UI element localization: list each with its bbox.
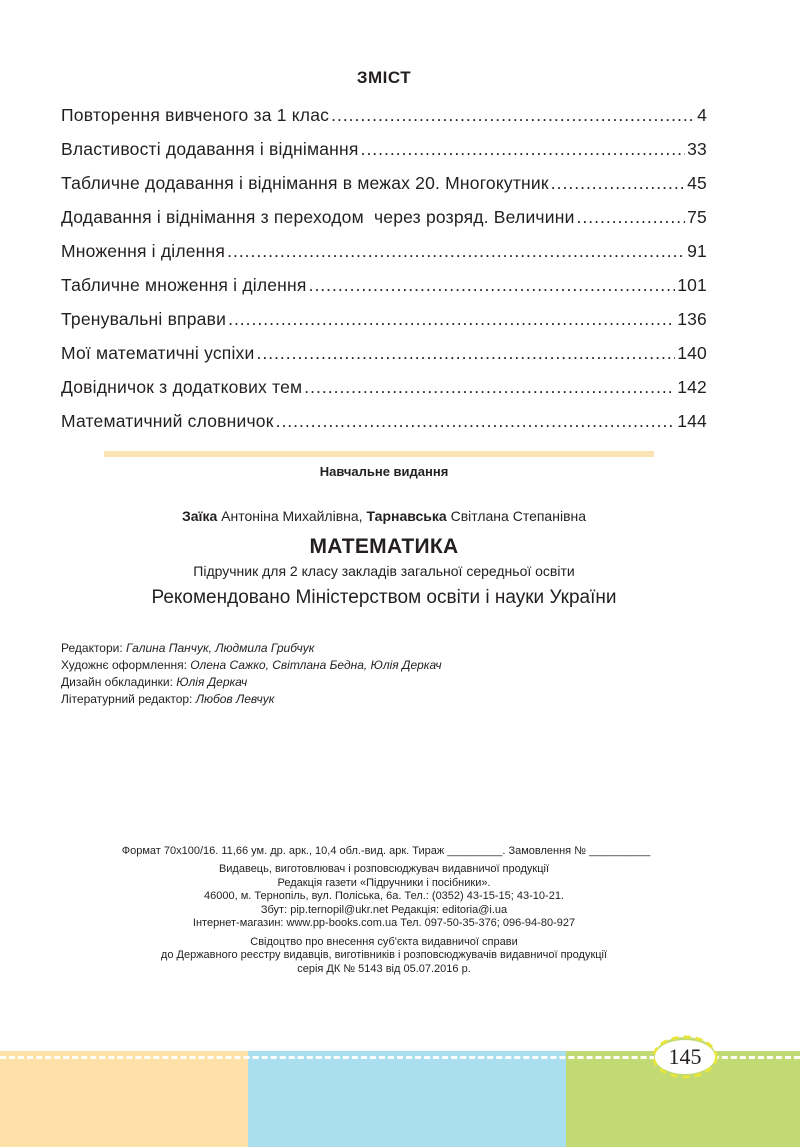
toc-leader-dots — [309, 275, 676, 296]
credit-line — [61, 674, 442, 691]
author2-name: Світлана Степанівна — [450, 508, 587, 524]
credits — [61, 640, 442, 708]
toc-item-label: Довідничок з додаткових тем — [61, 377, 303, 397]
toc-item-label: Математичний словничок — [61, 411, 274, 431]
credit-role: Літературний редактор: — [61, 692, 193, 706]
credit-line — [61, 657, 442, 674]
toc-item[interactable] — [61, 139, 707, 173]
author1-surname: Заїка — [181, 508, 218, 524]
credit-names: Юлія Деркач — [176, 675, 248, 689]
edition-type: Навчальне видання — [319, 464, 449, 479]
toc-item[interactable] — [61, 377, 707, 411]
publisher-line: Редакція газети «Підручники і посібники». — [277, 876, 491, 889]
footer-band-yellow — [0, 1051, 248, 1147]
toc-item[interactable] — [61, 207, 707, 241]
toc-item-page: 75 — [687, 207, 707, 227]
toc-item-page: 91 — [687, 241, 707, 261]
toc-item[interactable] — [61, 241, 707, 275]
toc-item[interactable] — [61, 411, 707, 445]
toc-leader-dots — [304, 377, 675, 398]
credit-line — [61, 691, 442, 708]
toc-leader-dots — [577, 207, 686, 228]
certificate-line: Свідоцтво про внесення суб'єкта видавничої справи — [250, 935, 518, 948]
imprint — [0, 863, 768, 976]
credit-role: Редактори: — [61, 641, 123, 655]
toc-item-page: 136 — [677, 309, 707, 329]
toc-item-page: 4 — [697, 105, 707, 125]
toc-leader-dots — [551, 173, 685, 194]
toc-item-label: Табличне множення і ділення — [61, 275, 307, 295]
publisher-line: 46000, м. Тернопіль, вул. Поліська, 6а. Тел.: (0352) 43-15-15; 43-10-21. — [204, 890, 564, 902]
toc-leader-dots — [361, 139, 686, 160]
author1-name: Антоніна Михайлівна, — [221, 508, 363, 524]
certificate-line: до Державного реєстру видавців, виготівників і розповсюджувачів видавничої продукції — [160, 949, 608, 961]
toc-item-label: Табличне додавання і віднімання в межах 20. Многокутник — [61, 173, 549, 193]
section-divider — [104, 451, 654, 457]
author2-surname: Тарнавська — [366, 508, 447, 524]
footer-band-blue — [248, 1051, 566, 1147]
toc-item-page: 144 — [677, 411, 707, 431]
credit-role: Дизайн обкладинки: — [61, 675, 173, 689]
credit-line — [61, 640, 442, 657]
recommendation: Рекомендовано Міністерством освіти і науки України — [151, 587, 617, 608]
toc-item[interactable] — [61, 309, 707, 343]
toc-item-label: Множення і ділення — [61, 241, 226, 261]
toc-leader-dots — [256, 343, 675, 364]
publisher-line: Інтернет-магазин: www.pp-books.com.ua Тел. 097-50-35-376; 096-94-80-927 — [192, 917, 576, 929]
toc-item-label: Повторення вивченого за 1 клас — [61, 105, 330, 125]
format-line: Формат 70х100/16. 11,66 ум. др. арк., 10,4 обл.-вид. арк. Тираж _________. Замовлення № __________ — [121, 845, 651, 857]
credit-names: Олена Сажко, Світлана Бедна, Юлія Деркач — [190, 658, 442, 672]
authors-line — [0, 508, 768, 524]
publisher-line: Збут: pip.ternopil@ukr.net Редакція: editoria@i.ua — [260, 903, 508, 916]
book-subtitle: Підручник для 2 класу закладів загальної середньої освіти — [193, 563, 575, 579]
toc-item[interactable] — [61, 343, 707, 377]
toc-leader-dots — [276, 411, 676, 432]
toc-item-page: 45 — [687, 173, 707, 193]
toc-item[interactable] — [61, 173, 707, 207]
book-title: МАТЕМАТИКА — [309, 535, 459, 558]
publisher-line: Видавець, виготовлювач і розповсюджувач видавничої продукції — [218, 863, 550, 875]
toc-item-label: Властивості додавання і віднімання — [61, 139, 359, 159]
toc-item-label: Додавання і віднімання з переходом через розряд. Величини — [61, 207, 575, 227]
toc-item[interactable] — [61, 275, 707, 309]
table-of-contents — [61, 105, 707, 445]
toc-item-page: 33 — [687, 139, 707, 159]
toc-item-page: 101 — [677, 275, 707, 295]
certificate-line: серія ДК № 5143 від 05.07.2016 р. — [297, 962, 471, 975]
credit-names: Галина Панчук, Людмила Грибчук — [126, 641, 315, 655]
toc-item-page: 140 — [677, 343, 707, 363]
toc-leader-dots — [331, 105, 695, 126]
toc-item[interactable] — [61, 105, 707, 139]
credit-names: Любов Левчук — [195, 692, 275, 706]
toc-item-page: 142 — [677, 377, 707, 397]
credit-role: Художнє оформлення: — [61, 658, 187, 672]
toc-leader-dots — [228, 309, 675, 330]
toc-title: ЗМІСТ — [356, 68, 412, 87]
page-number: 145 — [655, 1040, 715, 1074]
toc-leader-dots — [227, 241, 685, 262]
toc-item-label: Мої математичні успіхи — [61, 343, 255, 363]
toc-item-label: Тренувальні вправи — [61, 309, 227, 329]
